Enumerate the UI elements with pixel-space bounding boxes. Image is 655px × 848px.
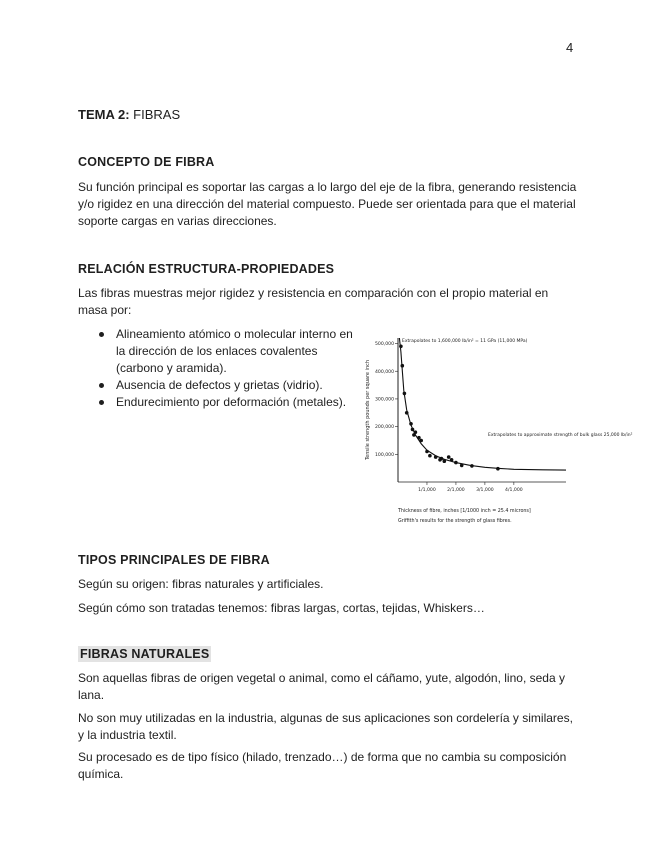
- y-axis-title: Tensile strength pounds per square inch: [365, 359, 371, 461]
- tipos-heading: TIPOS PRINCIPALES DE FIBRA: [78, 553, 270, 567]
- topic-name: FIBRAS: [133, 107, 181, 122]
- data-point: [428, 454, 432, 458]
- y-tick-label: 100,000: [375, 452, 394, 458]
- topic-title: [78, 107, 180, 122]
- y-tick-label: 300,000: [375, 397, 394, 403]
- naturales-heading: [78, 647, 211, 661]
- data-point: [419, 439, 423, 443]
- annotation-top: Extrapolates to 1,600,000 lb/in² = 11 GPa (11,000 MPa): [402, 339, 528, 344]
- x-tick-label: 1/1,000: [418, 488, 436, 493]
- page-number: 4: [566, 40, 574, 55]
- data-point: [401, 364, 405, 368]
- fit-curve: [399, 338, 566, 470]
- data-point: [440, 457, 444, 461]
- data-point: [411, 428, 415, 432]
- bullet-item: Ausencia de defectos y grietas (vidrio).: [98, 377, 360, 394]
- concepto-heading: CONCEPTO DE FIBRA: [78, 155, 215, 169]
- data-point: [403, 392, 407, 396]
- data-point: [399, 345, 403, 349]
- x-axis-title: Thickness of fibre, inches [1/1000 inch = 25.4 microns]: [398, 509, 531, 514]
- x-tick-label: 3/1,000: [476, 488, 494, 493]
- data-point: [414, 430, 418, 434]
- tipos-paragraph-origen: Según su origen: fibras naturales y artificiales.: [78, 577, 324, 591]
- relacion-heading: RELACIÓN ESTRUCTURA-PROPIEDADES: [78, 262, 335, 276]
- concepto-paragraph: Su función principal es soportar las cargas a lo largo del eje de la fibra, generando resistencia y/o rigidez en una dirección del material compuesto. Puede ser orientada para que el material soporte cargas en varias direcciones.: [78, 180, 577, 228]
- relacion-paragraph: Las fibras muestras mejor rigidez y resistencia en comparación con el propio material en masa por:: [78, 286, 549, 317]
- data-point: [434, 455, 438, 459]
- data-point: [496, 467, 500, 471]
- x-tick-label: 2/1,000: [447, 488, 465, 493]
- y-tick-label: 200,000: [375, 425, 394, 431]
- data-point: [470, 464, 474, 468]
- data-point: [454, 461, 458, 465]
- data-point: [447, 455, 451, 459]
- data-point: [425, 450, 429, 454]
- griffith-figure: [358, 332, 633, 535]
- topic-label: TEMA 2:: [78, 107, 130, 122]
- figure-caption: Griffith's results for the strength of glass fibres.: [398, 519, 512, 524]
- tipos-paragraph-tratamiento: Según cómo son tratadas tenemos: fibras largas, cortas, tejidas, Whiskers…: [78, 601, 485, 615]
- bullet-item: Endurecimiento por deformación (metales).: [98, 394, 360, 411]
- data-point: [450, 458, 454, 462]
- naturales-paragraph-procesado: Su procesado es de tipo físico (hilado, trenzado…) de forma que no cambia su composición química.: [78, 750, 567, 781]
- naturales-paragraph-origen: Son aquellas fibras de origen vegetal o animal, como el cáñamo, yute, algodón, lino, seda y lana.: [78, 671, 565, 702]
- x-tick-label: 4/1,000: [505, 488, 523, 493]
- y-tick-label: 500,000: [375, 342, 394, 348]
- data-point: [405, 411, 409, 415]
- bullet-item: Alineamiento atómico o molecular interno en la dirección de los enlaces covalentes (carbono y aramida).: [98, 326, 360, 377]
- annotation-bulk-glass: Extrapolates to approximate strength of bulk glass 25,000 lb/in²: [488, 433, 633, 438]
- y-tick-label: 400,000: [375, 369, 394, 375]
- data-point: [460, 464, 464, 468]
- griffith-chart: [358, 332, 633, 530]
- data-point: [443, 459, 447, 463]
- naturales-paragraph-usos: No son muy utilizadas en la industria, algunas de sus aplicaciones son cordelería y similares, y la industria textil.: [78, 711, 573, 742]
- data-point: [409, 422, 413, 426]
- naturales-heading-text: FIBRAS NATURALES: [80, 647, 210, 661]
- relacion-bullet-list: [98, 326, 360, 411]
- data-point: [417, 436, 421, 440]
